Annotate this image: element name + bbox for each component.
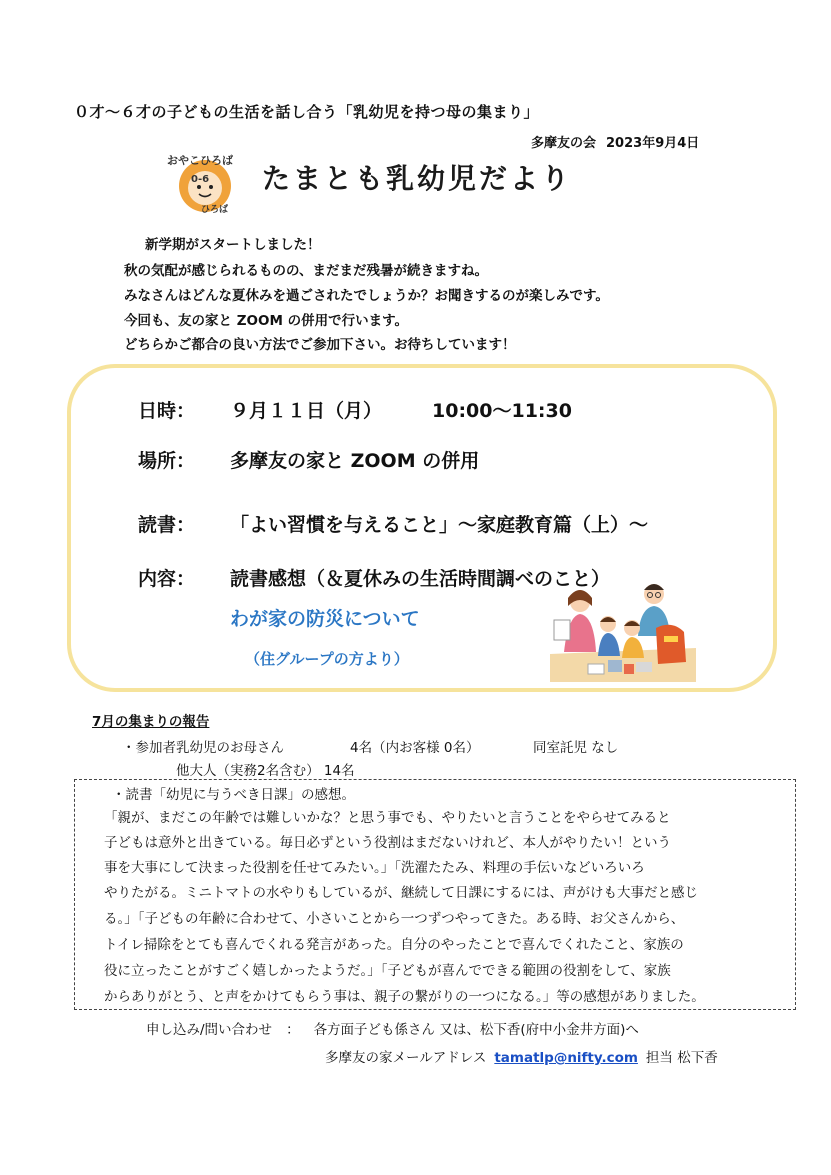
impression-line: 子どもは意外と出きている。毎日必ずという役割はまだないけれど、本人がやりたい！という [104,835,671,851]
child-face-logo [163,150,241,216]
header-line: ０才～６才の子どもの生活を話し合う「乳幼児を持つ母の集まり」 [74,103,540,121]
email-label: 多摩友の家メールアドレス [325,1050,487,1066]
impression-line: からありがとう、と声をかけてもらう事は、親子の繋がりの一つになる。」等の感想がありました。 [104,989,705,1005]
impression-line: 「親が、まだこの年齢では難しいかな？と思う事でも、やりたいと言うことをやらせてみると [104,810,671,826]
content-value: 読書感想（＆夏休みの生活時間調べのこと） [230,568,611,590]
contact-value: 各方面子ども係さん 又は、松下香(府中小金井方面)へ [313,1022,639,1038]
logo-text-bottom: ひろば [201,205,229,215]
contact-row [146,1018,639,1038]
page-title: たまとも乳幼児だより [262,162,573,195]
attendance-childcare: 同室託児 なし [533,740,619,756]
intro-line: みなさんはどんな夏休みを過ごされたでしょうか？お聞きするのが楽しみです。 [124,288,609,304]
group-note: （住グループの方より） [245,650,409,668]
content-label: 内容： [138,568,196,590]
org-name: 多摩友の会 [531,136,597,151]
impression-line: トイレ掃除をとても喜んでくれる発言があった。自分のやったことで喜んでくれたこと、家族の [104,937,684,953]
contact-person: 担当 松下香 [645,1050,718,1066]
intro-line: 秋の気配が感じられるものの、まだまだ残暑が続きますね。 [124,263,488,279]
logo-text-mid: 0-6 [191,174,210,185]
attendance-other-adults: 他大人（実務2名含む） 14名 [176,763,355,779]
report-heading: 7月の集まりの報告 [92,714,210,730]
intro-line: 新学期がスタートしました！ [145,237,321,253]
contact-label: 申し込み/問い合わせ [146,1022,273,1038]
reading-value: 「よい習慣を与えること」～家庭教育篇（上）～ [230,514,649,536]
impression-line: る。」「子どもの年齢に合わせて、小さいことから一つずつやってきた。ある時、お父さんから、 [104,911,685,927]
place-value: 多摩友の家と ZOOM の併用 [230,450,480,472]
email-link[interactable]: tamatlp@nifty.com [494,1050,638,1066]
impression-line: やりたがる。ミニトマトの水やりもしているが、継続して日課にするには、声がけも大事だと感じ [104,885,698,901]
attendance-label: ・参加者 [122,740,176,756]
impressions-heading: ・読書「幼児に与うべき日課」の感想。 [112,787,355,803]
family-disaster-prep-illustration [548,576,698,684]
date-label: 日時： [138,400,196,422]
org-and-date [531,132,699,151]
impression-line: 役に立ったことがすごく嬉しかったようだ。」「子どもが喜んでできる範囲の役割をして、家族 [104,963,671,979]
date-value: ９月１１日（月） [230,400,383,422]
email-row [325,1046,718,1066]
disaster-topic: わが家の防災について [230,608,420,630]
impression-line: 事を大事にして決まった役割を任せてみたい。」「洗濯たたみ、料理の手伝いなどいろいろ [104,860,645,876]
issue-date: 2023年9月4日 [606,136,700,151]
place-label: 場所： [138,450,196,472]
contact-separator: ： [286,1022,300,1038]
intro-line: 今回も、友の家と ZOOM の併用で行います。 [124,313,408,329]
time-value: 10:00～11:30 [432,400,572,422]
attendance-mothers-label: 乳幼児のお母さん [176,740,284,756]
reading-label: 読書： [138,514,196,536]
attendance-mothers-count: 4名（内お客様 0名） [350,740,480,756]
intro-line: どちらかご都合の良い方法でご参加下さい。お待ちしています！ [124,337,516,353]
logo-text-top: おやこひろば [167,154,233,167]
